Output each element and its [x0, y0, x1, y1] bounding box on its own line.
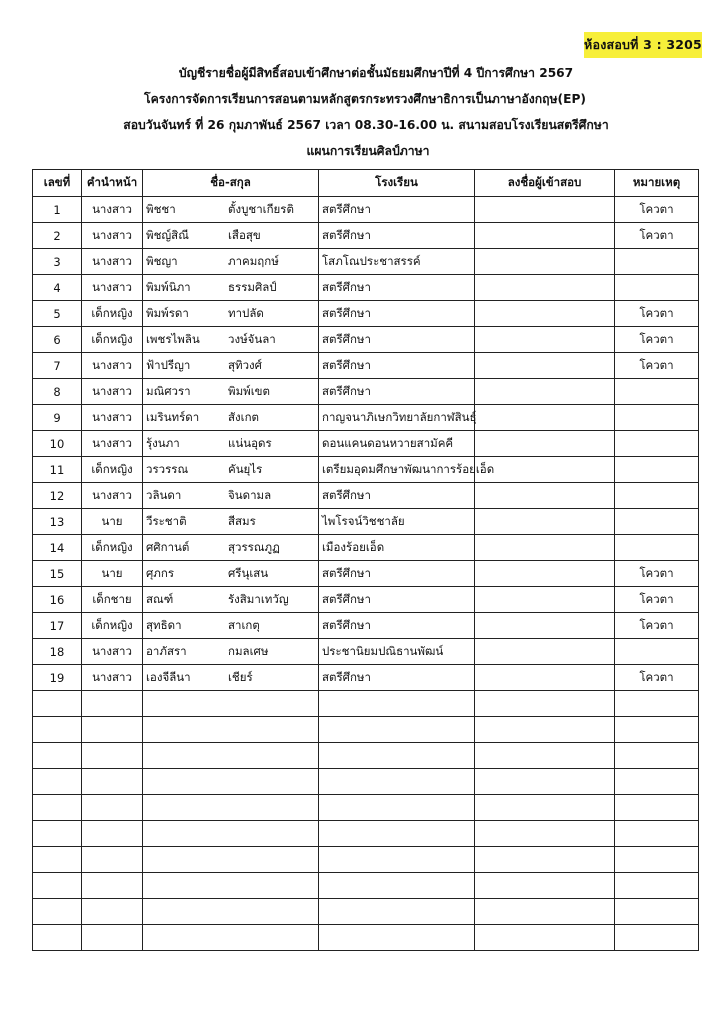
- remark: โควตา: [615, 223, 699, 249]
- candidate-table: [32, 169, 699, 951]
- full-name: [143, 223, 319, 249]
- row-number: 19: [33, 665, 82, 691]
- signature-cell: [475, 873, 615, 899]
- school-name: [319, 795, 475, 821]
- full-name: [143, 769, 319, 795]
- empty-table-row: [33, 847, 699, 873]
- name-prefix: เด็กหญิง: [82, 327, 143, 353]
- signature-cell: [475, 587, 615, 613]
- signature-cell: [475, 925, 615, 951]
- table-row: [33, 197, 699, 223]
- row-number: 14: [33, 535, 82, 561]
- first-name: เองจีลีนา: [146, 669, 191, 684]
- name-prefix: นางสาว: [82, 639, 143, 665]
- program-title: โครงการจัดการเรียนการสอนตามหลักสูตรกระทรวงศึกษาธิการเป็นภาษาอังกฤษ(EP): [144, 92, 586, 106]
- last-name: จินดามล: [228, 487, 272, 502]
- last-name: ภาคมฤกษ์: [228, 253, 279, 268]
- column-header-name: ชื่อ-สกุล: [143, 170, 319, 197]
- signature-cell: [475, 821, 615, 847]
- school-name: สตรีศึกษา: [319, 327, 475, 353]
- table-row: [33, 587, 699, 613]
- school-name: สตรีศึกษา: [319, 379, 475, 405]
- school-name: [319, 769, 475, 795]
- school-name: โสภโณประชาสรรค์: [319, 249, 475, 275]
- table-header-row: [33, 170, 699, 197]
- first-name: รุ้งนภา: [146, 435, 180, 450]
- remark: [615, 873, 699, 899]
- list-title: บัญชีรายชื่อผู้มีสิทธิ์สอบเข้าศึกษาต่อชั้นมัธยมศึกษาปีที่ 4 ปีการศึกษา 2567: [178, 66, 574, 80]
- signature-cell: [475, 223, 615, 249]
- table-row: [33, 483, 699, 509]
- name-prefix: นางสาว: [82, 483, 143, 509]
- name-prefix: เด็กหญิง: [82, 301, 143, 327]
- row-number: [33, 795, 82, 821]
- name-prefix: [82, 717, 143, 743]
- signature-cell: [475, 847, 615, 873]
- remark: [615, 847, 699, 873]
- signature-cell: [475, 301, 615, 327]
- full-name: [143, 821, 319, 847]
- signature-cell: [475, 613, 615, 639]
- full-name: [143, 639, 319, 665]
- table-row: [33, 405, 699, 431]
- school-name: สตรีศึกษา: [319, 353, 475, 379]
- row-number: 1: [33, 197, 82, 223]
- document-header: [0, 60, 724, 164]
- name-prefix: [82, 691, 143, 717]
- school-name: [319, 743, 475, 769]
- full-name: [143, 275, 319, 301]
- column-header-title: คำนำหน้า: [82, 170, 143, 197]
- full-name: [143, 405, 319, 431]
- full-name: [143, 379, 319, 405]
- remark: [615, 457, 699, 483]
- signature-cell: [475, 457, 615, 483]
- remark: [615, 743, 699, 769]
- last-name: ตั้งบูชาเกียรติ: [228, 201, 294, 216]
- first-name: ฟ้าปรีญา: [146, 357, 191, 372]
- name-prefix: นางสาว: [82, 353, 143, 379]
- school-name: [319, 717, 475, 743]
- row-number: 11: [33, 457, 82, 483]
- full-name: [143, 353, 319, 379]
- table-row: [33, 639, 699, 665]
- row-number: [33, 821, 82, 847]
- remark: [615, 275, 699, 301]
- signature-cell: [475, 561, 615, 587]
- name-prefix: นางสาว: [82, 665, 143, 691]
- school-name: สตรีศึกษา: [319, 197, 475, 223]
- row-number: 7: [33, 353, 82, 379]
- school-name: ดอนแคนดอนหวายสามัคคี: [319, 431, 475, 457]
- signature-cell: [475, 275, 615, 301]
- full-name: [143, 327, 319, 353]
- remark: [615, 405, 699, 431]
- signature-cell: [475, 639, 615, 665]
- row-number: 2: [33, 223, 82, 249]
- full-name: [143, 535, 319, 561]
- name-prefix: นางสาว: [82, 379, 143, 405]
- remark: โควตา: [615, 301, 699, 327]
- school-name: กาญจนาภิเษกวิทยาลัยกาฬสินธุ์: [319, 405, 475, 431]
- remark: โควตา: [615, 327, 699, 353]
- last-name: ธรรมศิลป์: [228, 279, 277, 294]
- name-prefix: นาย: [82, 561, 143, 587]
- last-name: สังเกต: [228, 409, 259, 424]
- school-name: [319, 873, 475, 899]
- last-name: สุวรรณภูฏ: [228, 539, 280, 554]
- empty-table-row: [33, 899, 699, 925]
- empty-table-row: [33, 691, 699, 717]
- name-prefix: [82, 899, 143, 925]
- full-name: [143, 197, 319, 223]
- row-number: 17: [33, 613, 82, 639]
- remark: [615, 379, 699, 405]
- school-name: สตรีศึกษา: [319, 613, 475, 639]
- row-number: 9: [33, 405, 82, 431]
- row-number: [33, 769, 82, 795]
- school-name: สตรีศึกษา: [319, 665, 475, 691]
- last-name: แน่นอุดร: [228, 435, 272, 450]
- first-name: พิมพ์รดา: [146, 305, 189, 320]
- last-name: วงษ์จันลา: [228, 331, 276, 346]
- remark: โควตา: [615, 197, 699, 223]
- last-name: สุทิวงศ์: [228, 357, 262, 372]
- remark: [615, 925, 699, 951]
- school-name: เตรียมอุดมศึกษาพัฒนาการร้อยเอ็ด: [319, 457, 475, 483]
- first-name: เพชรไพลิน: [146, 331, 200, 346]
- study-plan: แผนการเรียนศิลป์ภาษา: [306, 144, 430, 158]
- row-number: 10: [33, 431, 82, 457]
- signature-cell: [475, 769, 615, 795]
- column-header-school: โรงเรียน: [319, 170, 475, 197]
- row-number: 12: [33, 483, 82, 509]
- row-number: [33, 873, 82, 899]
- school-name: สตรีศึกษา: [319, 587, 475, 613]
- last-name: พิมพ์เขต: [228, 383, 271, 398]
- remark: [615, 899, 699, 925]
- signature-cell: [475, 665, 615, 691]
- full-name: [143, 301, 319, 327]
- last-name: สาเกตุ: [228, 617, 260, 632]
- signature-cell: [475, 899, 615, 925]
- remark: โควตา: [615, 587, 699, 613]
- last-name: ศรีนุเสน: [228, 565, 269, 580]
- full-name: [143, 509, 319, 535]
- first-name: วรวรรณ: [146, 461, 189, 476]
- row-number: [33, 743, 82, 769]
- empty-table-row: [33, 769, 699, 795]
- remark: [615, 821, 699, 847]
- first-name: ศุภกร: [146, 565, 175, 580]
- table-row: [33, 509, 699, 535]
- remark: [615, 795, 699, 821]
- table-row: [33, 431, 699, 457]
- name-prefix: เด็กหญิง: [82, 535, 143, 561]
- first-name: ศศิกานต์: [146, 539, 190, 554]
- name-prefix: [82, 743, 143, 769]
- full-name: [143, 483, 319, 509]
- row-number: [33, 899, 82, 925]
- full-name: [143, 743, 319, 769]
- empty-table-row: [33, 873, 699, 899]
- exam-room-badge: ห้องสอบที่ 3 : 3205: [584, 32, 702, 58]
- signature-cell: [475, 249, 615, 275]
- name-prefix: นางสาว: [82, 197, 143, 223]
- name-prefix: นางสาว: [82, 223, 143, 249]
- signature-cell: [475, 691, 615, 717]
- exam-date-venue: สอบวันจันทร์ ที่ 26 กุมภาพันธ์ 2567 เวลา 08.30-16.00 น. สนามสอบโรงเรียนสตรีศึกษา: [123, 118, 609, 132]
- last-name: สีสมร: [228, 513, 256, 528]
- full-name: [143, 925, 319, 951]
- school-name: ไพโรจน์วิชชาลัย: [319, 509, 475, 535]
- column-header-remark: หมายเหตุ: [615, 170, 699, 197]
- school-name: สตรีศึกษา: [319, 483, 475, 509]
- signature-cell: [475, 379, 615, 405]
- remark: โควตา: [615, 561, 699, 587]
- full-name: [143, 457, 319, 483]
- empty-table-row: [33, 743, 699, 769]
- first-name: เมรินทร์ดา: [146, 409, 200, 424]
- last-name: กมลเศษ: [228, 643, 269, 658]
- full-name: [143, 249, 319, 275]
- full-name: [143, 717, 319, 743]
- row-number: [33, 717, 82, 743]
- full-name: [143, 587, 319, 613]
- school-name: เมืองร้อยเอ็ด: [319, 535, 475, 561]
- school-name: [319, 925, 475, 951]
- signature-cell: [475, 535, 615, 561]
- signature-cell: [475, 405, 615, 431]
- remark: [615, 483, 699, 509]
- first-name: วีระชาติ: [146, 513, 187, 528]
- empty-table-row: [33, 717, 699, 743]
- school-name: [319, 847, 475, 873]
- name-prefix: [82, 821, 143, 847]
- name-prefix: [82, 769, 143, 795]
- table-row: [33, 535, 699, 561]
- empty-table-row: [33, 821, 699, 847]
- empty-table-row: [33, 925, 699, 951]
- row-number: 4: [33, 275, 82, 301]
- row-number: 5: [33, 301, 82, 327]
- last-name: คันยุไร: [228, 461, 263, 476]
- table-row: [33, 327, 699, 353]
- signature-cell: [475, 795, 615, 821]
- name-prefix: เด็กชาย: [82, 587, 143, 613]
- name-prefix: นางสาว: [82, 249, 143, 275]
- school-name: สตรีศึกษา: [319, 301, 475, 327]
- remark: [615, 509, 699, 535]
- last-name: เสือสุข: [228, 227, 261, 242]
- name-prefix: นางสาว: [82, 431, 143, 457]
- signature-cell: [475, 509, 615, 535]
- table-body: [33, 197, 699, 951]
- full-name: [143, 795, 319, 821]
- name-prefix: เด็กหญิง: [82, 457, 143, 483]
- school-name: สตรีศึกษา: [319, 275, 475, 301]
- column-header-no: เลขที่: [33, 170, 82, 197]
- remark: [615, 639, 699, 665]
- full-name: [143, 665, 319, 691]
- row-number: 6: [33, 327, 82, 353]
- table-row: [33, 457, 699, 483]
- table-row: [33, 379, 699, 405]
- school-name: สตรีศึกษา: [319, 561, 475, 587]
- first-name: มณิศวรา: [146, 383, 191, 398]
- full-name: [143, 873, 319, 899]
- remark: [615, 431, 699, 457]
- full-name: [143, 561, 319, 587]
- signature-cell: [475, 483, 615, 509]
- table-row: [33, 249, 699, 275]
- row-number: 13: [33, 509, 82, 535]
- remark: [615, 717, 699, 743]
- first-name: สณฑ์: [146, 591, 174, 606]
- table-row: [33, 665, 699, 691]
- first-name: สุทธิดา: [146, 617, 182, 632]
- full-name: [143, 847, 319, 873]
- row-number: 8: [33, 379, 82, 405]
- signature-cell: [475, 197, 615, 223]
- table-row: [33, 223, 699, 249]
- school-name: [319, 899, 475, 925]
- table-row: [33, 613, 699, 639]
- row-number: 15: [33, 561, 82, 587]
- name-prefix: [82, 847, 143, 873]
- name-prefix: นางสาว: [82, 405, 143, 431]
- remark: [615, 535, 699, 561]
- empty-table-row: [33, 795, 699, 821]
- row-number: [33, 691, 82, 717]
- full-name: [143, 431, 319, 457]
- first-name: อาภัสรา: [146, 643, 187, 658]
- remark: โควตา: [615, 613, 699, 639]
- name-prefix: [82, 873, 143, 899]
- first-name: พิชญา: [146, 253, 178, 268]
- row-number: [33, 925, 82, 951]
- last-name: เชียร์: [228, 669, 253, 684]
- name-prefix: [82, 925, 143, 951]
- remark: [615, 691, 699, 717]
- remark: [615, 249, 699, 275]
- table-row: [33, 561, 699, 587]
- full-name: [143, 613, 319, 639]
- signature-cell: [475, 717, 615, 743]
- first-name: พิมพ์นิภา: [146, 279, 191, 294]
- row-number: 18: [33, 639, 82, 665]
- name-prefix: นาย: [82, 509, 143, 535]
- remark: [615, 769, 699, 795]
- row-number: 3: [33, 249, 82, 275]
- last-name: รังสิมาเทวัญ: [228, 591, 289, 606]
- column-header-signature: ลงชื่อผู้เข้าสอบ: [475, 170, 615, 197]
- row-number: [33, 847, 82, 873]
- row-number: 16: [33, 587, 82, 613]
- school-name: [319, 821, 475, 847]
- school-name: [319, 691, 475, 717]
- full-name: [143, 691, 319, 717]
- full-name: [143, 899, 319, 925]
- first-name: พิชชา: [146, 201, 176, 216]
- last-name: ทาปลัด: [228, 305, 264, 320]
- first-name: วลินดา: [146, 487, 182, 502]
- first-name: พิชญ์สิณี: [146, 227, 189, 242]
- signature-cell: [475, 743, 615, 769]
- signature-cell: [475, 353, 615, 379]
- name-prefix: เด็กหญิง: [82, 613, 143, 639]
- school-name: สตรีศึกษา: [319, 223, 475, 249]
- remark: โควตา: [615, 353, 699, 379]
- name-prefix: [82, 795, 143, 821]
- name-prefix: นางสาว: [82, 275, 143, 301]
- school-name: ประชานิยมปณิธานพัฒน์: [319, 639, 475, 665]
- signature-cell: [475, 431, 615, 457]
- table-row: [33, 353, 699, 379]
- table-row: [33, 301, 699, 327]
- remark: โควตา: [615, 665, 699, 691]
- table-row: [33, 275, 699, 301]
- signature-cell: [475, 327, 615, 353]
